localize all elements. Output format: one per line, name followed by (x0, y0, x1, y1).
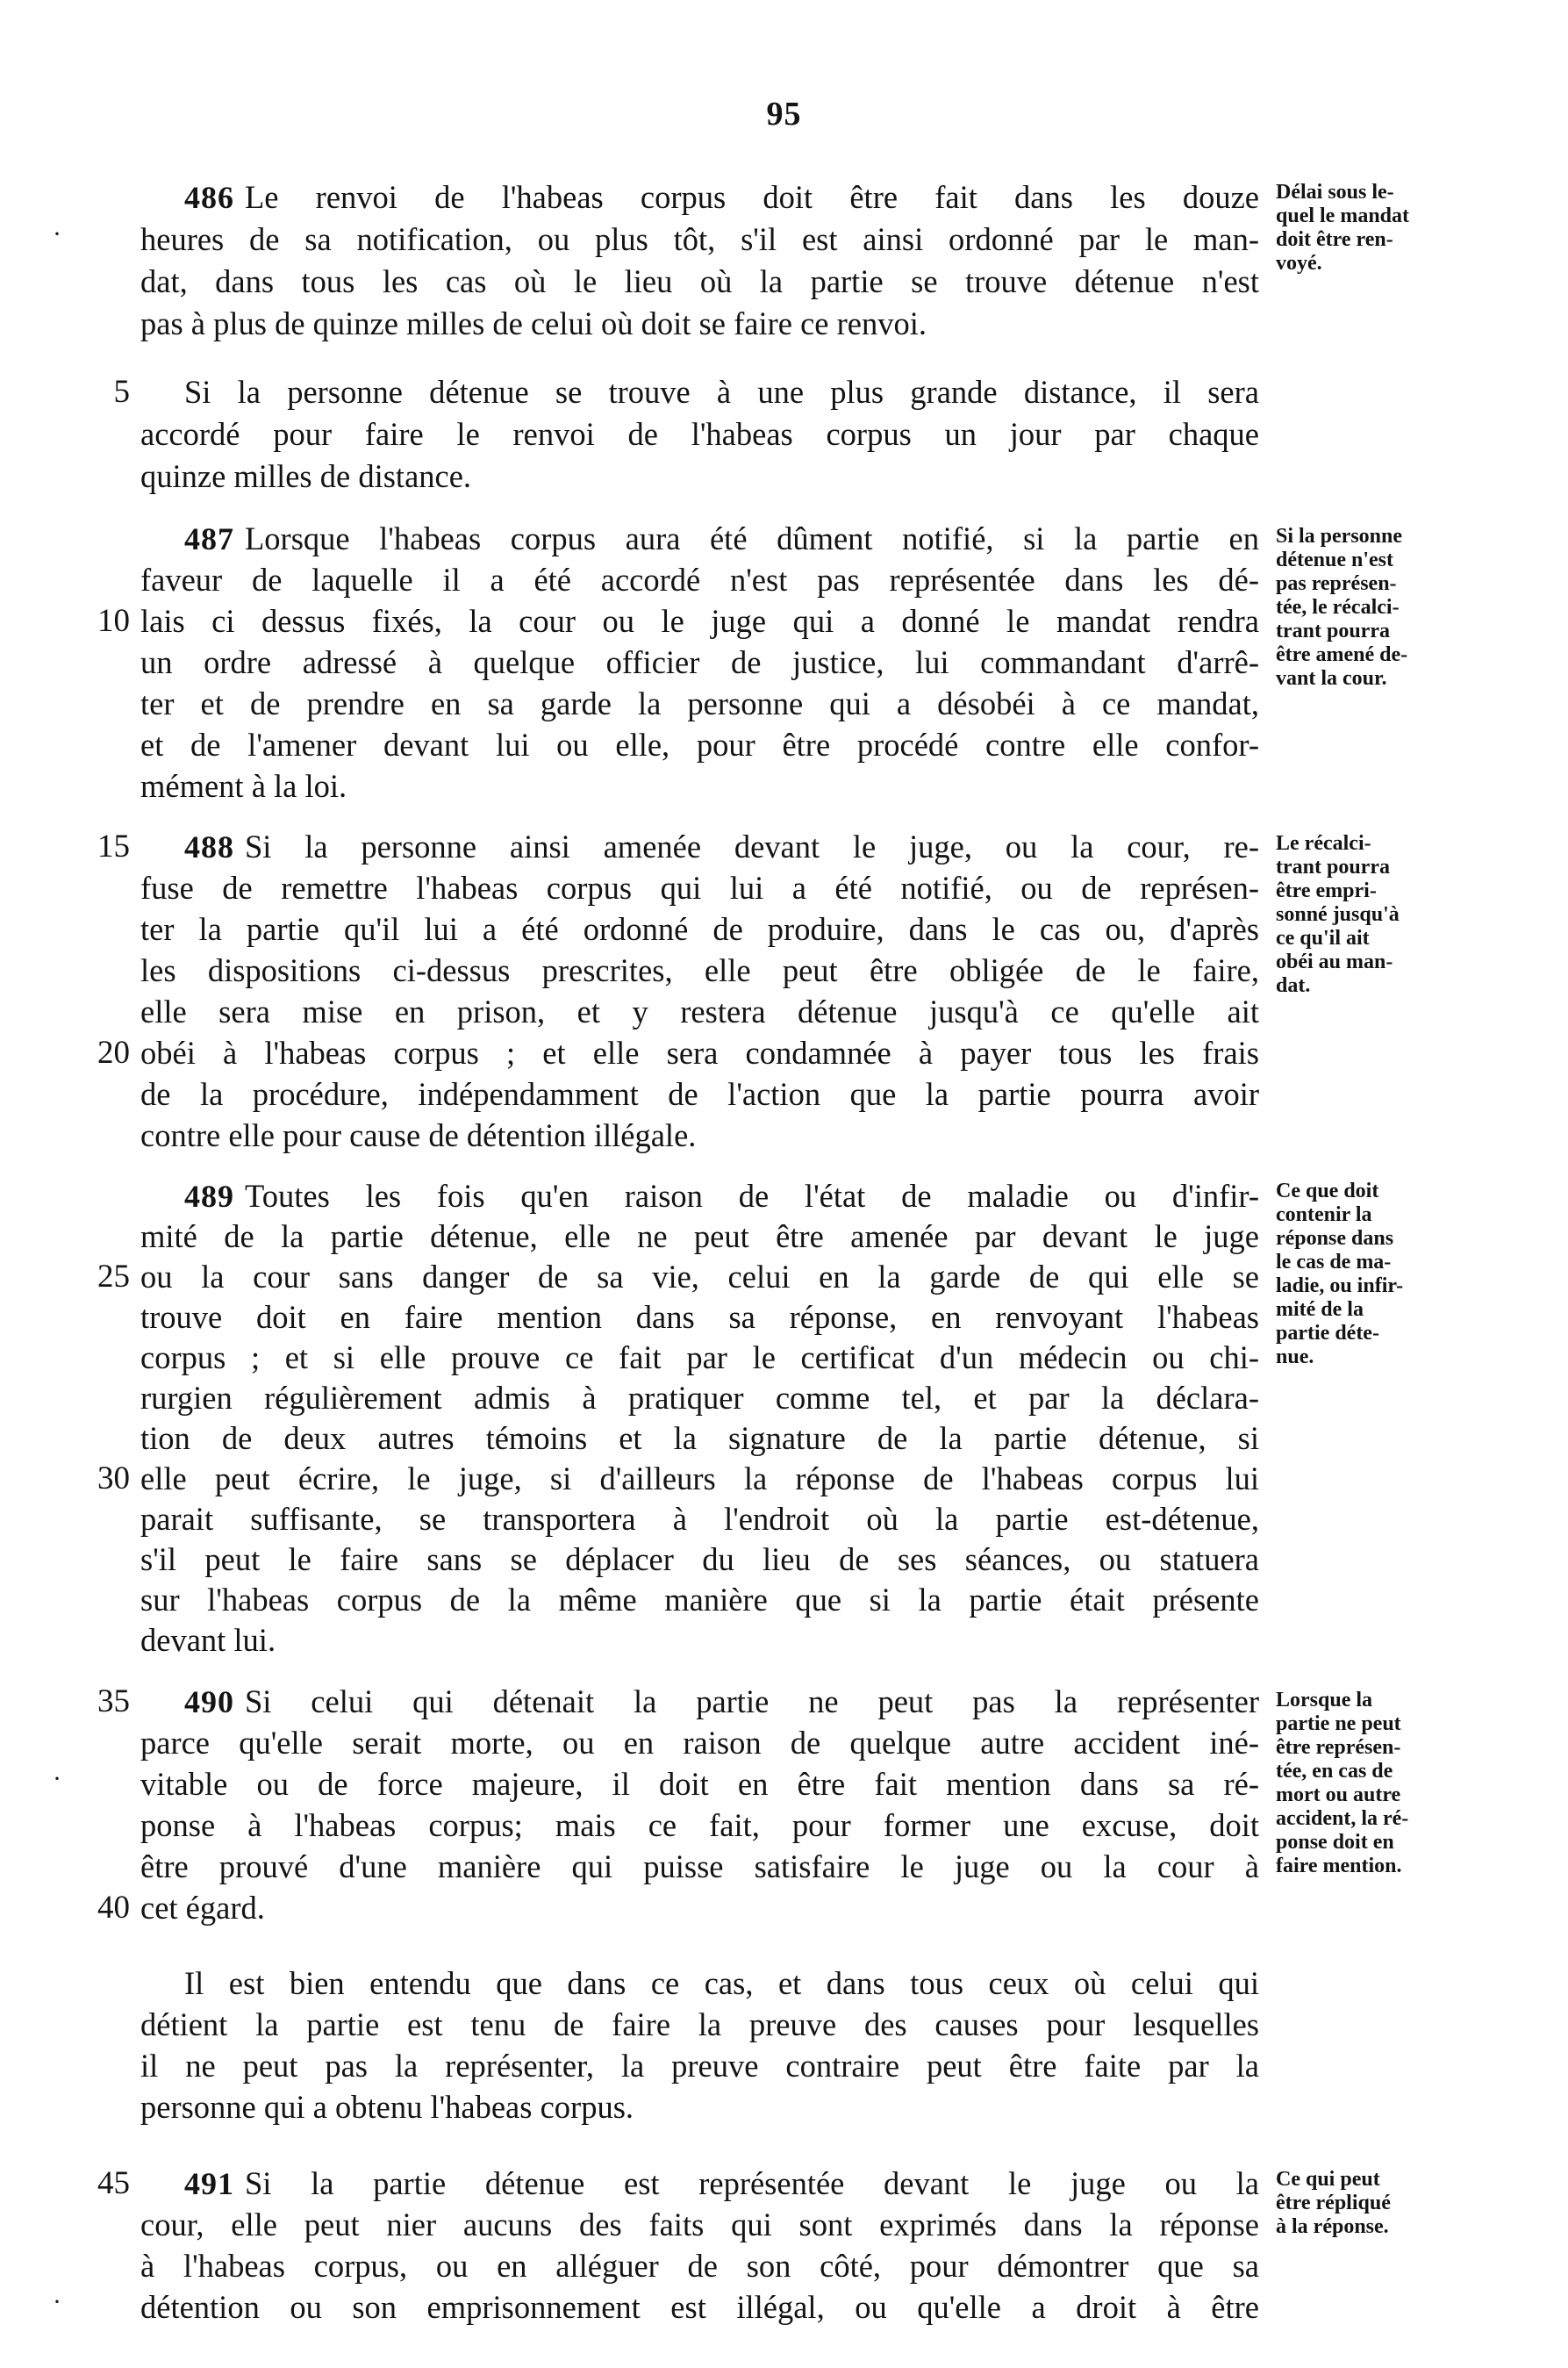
article-number: 486 (184, 180, 234, 215)
text-line: accordé pour faire le renvoi de l'habeas corpus un jour par chaque (140, 416, 1259, 452)
text-line: s'il peut le faire sans se déplacer du lieu de ses séances, ou statuera (140, 1541, 1259, 1577)
text-line: Le renvoi de l'habeas corpus doit être fait dans les douze (245, 179, 1259, 215)
text-line: lais ci dessus fixés, la cour ou le juge qui a donné le mandat rendra (140, 603, 1259, 639)
text-line: Si celui qui détenait la partie ne peut pas la représenter (245, 1683, 1259, 1719)
print-mark: · (53, 219, 61, 248)
line-number: 25 (97, 1259, 130, 1295)
text-line: être prouvé d'une manière qui puisse satisfaire le juge ou la cour à (140, 1848, 1259, 1884)
text-line: et de l'amener devant lui ou elle, pour être procédé contre elle confor- (140, 727, 1259, 763)
text-line: Si la personne détenue se trouve à une plus grande distance, il sera (184, 374, 1259, 410)
text-line: devant lui. (140, 1622, 276, 1658)
print-mark: · (53, 2287, 61, 2316)
text-line: personne qui a obtenu l'habeas corpus. (140, 2089, 634, 2125)
text-line: contre elle pour cause de détention illégale. (140, 1117, 697, 1153)
text-line: Il est bien entendu que dans ce cas, et dans tous ceux où celui qui (184, 1965, 1259, 2001)
text-line: trouve doit en faire mention dans sa réponse, en renvoyant l'habeas (140, 1299, 1259, 1335)
text-line: faveur de laquelle il a été accordé n'est pas représentée dans les dé- (140, 562, 1259, 598)
margin-note: Si la personne détenue n'est pas représen- tée, le récalci- trant pourra être amené de- vant la cour. (1276, 525, 1408, 690)
text-line: fuse de remettre l'habeas corpus qui lui a été notifié, ou de représen- (140, 870, 1259, 906)
line-number: 15 (97, 829, 130, 865)
line-number: 5 (113, 374, 130, 410)
text-line: Si la personne ainsi amenée devant le juge, ou la cour, re- (245, 829, 1259, 865)
text-line: cet égard. (140, 1890, 265, 1926)
text-line: ponse à l'habeas corpus; mais ce fait, pour former une excuse, doit (140, 1807, 1259, 1843)
article-number: 487 (184, 521, 234, 556)
margin-note: Le récalci- trant pourra être empri- sonné jusqu'à ce qu'il ait obéi au man- dat. (1276, 832, 1400, 997)
margin-note: Lorsque la partie ne peut être représen- tée, en cas de mort ou autre accident, la ré- ponse doit en faire mention. (1276, 1689, 1409, 1877)
text-line: corpus ; et si elle prouve ce fait par le certificat d'un médecin ou chi- (140, 1339, 1259, 1375)
text-line: un ordre adressé à quelque officier de justice, lui commandant d'arrê- (140, 644, 1259, 680)
text-line: les dispositions ci-dessus prescrites, elle peut être obligée de le faire, (140, 952, 1259, 988)
article-number: 489 (184, 1179, 234, 1214)
text-line: détention ou son emprisonnement est illégal, ou qu'elle a droit à être (140, 2289, 1259, 2325)
text-line: vitable ou de force majeure, il doit en être fait mention dans sa ré- (140, 1766, 1259, 1802)
text-line: elle peut écrire, le juge, si d'ailleurs la réponse de l'habeas corpus lui (140, 1460, 1259, 1496)
margin-note: Ce qui peut être répliqué à la réponse. (1276, 2168, 1391, 2238)
text-line: heures de sa notification, ou plus tôt, s'il est ainsi ordonné par le man- (140, 221, 1259, 257)
text-line: de la procédure, indépendamment de l'action que la partie pourra avoir (140, 1076, 1259, 1112)
text-line: ter et de prendre en sa garde la personne qui a désobéi à ce mandat, (140, 685, 1259, 721)
text-line: parait suffisante, se transportera à l'endroit où la partie est-détenue, (140, 1501, 1259, 1537)
text-line: il ne peut pas la représenter, la preuve contraire peut être faite par la (140, 2048, 1259, 2084)
line-number: 45 (97, 2165, 130, 2201)
text-line: ter la partie qu'il lui a été ordonné de produire, dans le cas ou, d'après (140, 911, 1259, 947)
article-number: 491 (184, 2166, 234, 2201)
text-line: à l'habeas corpus, ou en alléguer de son côté, pour démontrer que sa (140, 2248, 1259, 2284)
print-mark: · (53, 1764, 61, 1793)
text-line: dat, dans tous les cas où le lieu où la partie se trouve détenue n'est (140, 263, 1259, 299)
text-line: mément à la loi. (140, 768, 347, 804)
text-line: Lorsque l'habeas corpus aura été dûment notifié, si la partie en (245, 520, 1259, 556)
text-line: quinze milles de distance. (140, 458, 472, 494)
line-number: 30 (97, 1460, 130, 1496)
text-line: ou la cour sans danger de sa vie, celui en la garde de qui elle se (140, 1259, 1259, 1295)
text-line: Si la partie détenue est représentée devant le juge ou la (245, 2165, 1259, 2201)
text-line: mité de la partie détenue, elle ne peut être amenée par devant le juge (140, 1218, 1259, 1254)
text-line: parce qu'elle serait morte, ou en raison de quelque autre accident iné- (140, 1725, 1259, 1761)
page-number: 95 (766, 96, 802, 133)
text-line: cour, elle peut nier aucuns des faits qui sont exprimés dans la réponse (140, 2207, 1259, 2242)
text-line: pas à plus de quinze milles de celui où doit se faire ce renvoi. (140, 305, 927, 341)
line-number: 20 (97, 1035, 130, 1071)
line-number: 35 (97, 1683, 130, 1719)
text-line: sur l'habeas corpus de la même manière que si la partie était présente (140, 1582, 1259, 1618)
margin-note: Délai sous le- quel le mandat doit être ren- voyé. (1276, 181, 1410, 275)
margin-note: Ce que doit contenir la réponse dans le cas de ma- ladie, ou infir- mité de la partie déte- nue. (1276, 1180, 1404, 1368)
text-line: Toutes les fois qu'en raison de l'état de maladie ou d'infir- (245, 1178, 1259, 1214)
article-number: 488 (184, 829, 234, 865)
line-number: 10 (97, 603, 130, 639)
text-line: tion de deux autres témoins et la signature de la partie détenue, si (140, 1420, 1259, 1456)
line-number: 40 (97, 1890, 130, 1926)
text-line: détient la partie est tenu de faire la preuve des causes pour lesquelles (140, 2006, 1259, 2042)
text-line: rurgien régulièrement admis à pratiquer comme tel, et par la déclara- (140, 1380, 1259, 1416)
text-line: obéi à l'habeas corpus ; et elle sera condamnée à payer tous les frais (140, 1035, 1259, 1071)
article-number: 490 (184, 1684, 234, 1719)
text-line: elle sera mise en prison, et y restera détenue jusqu'à ce qu'elle ait (140, 994, 1259, 1030)
